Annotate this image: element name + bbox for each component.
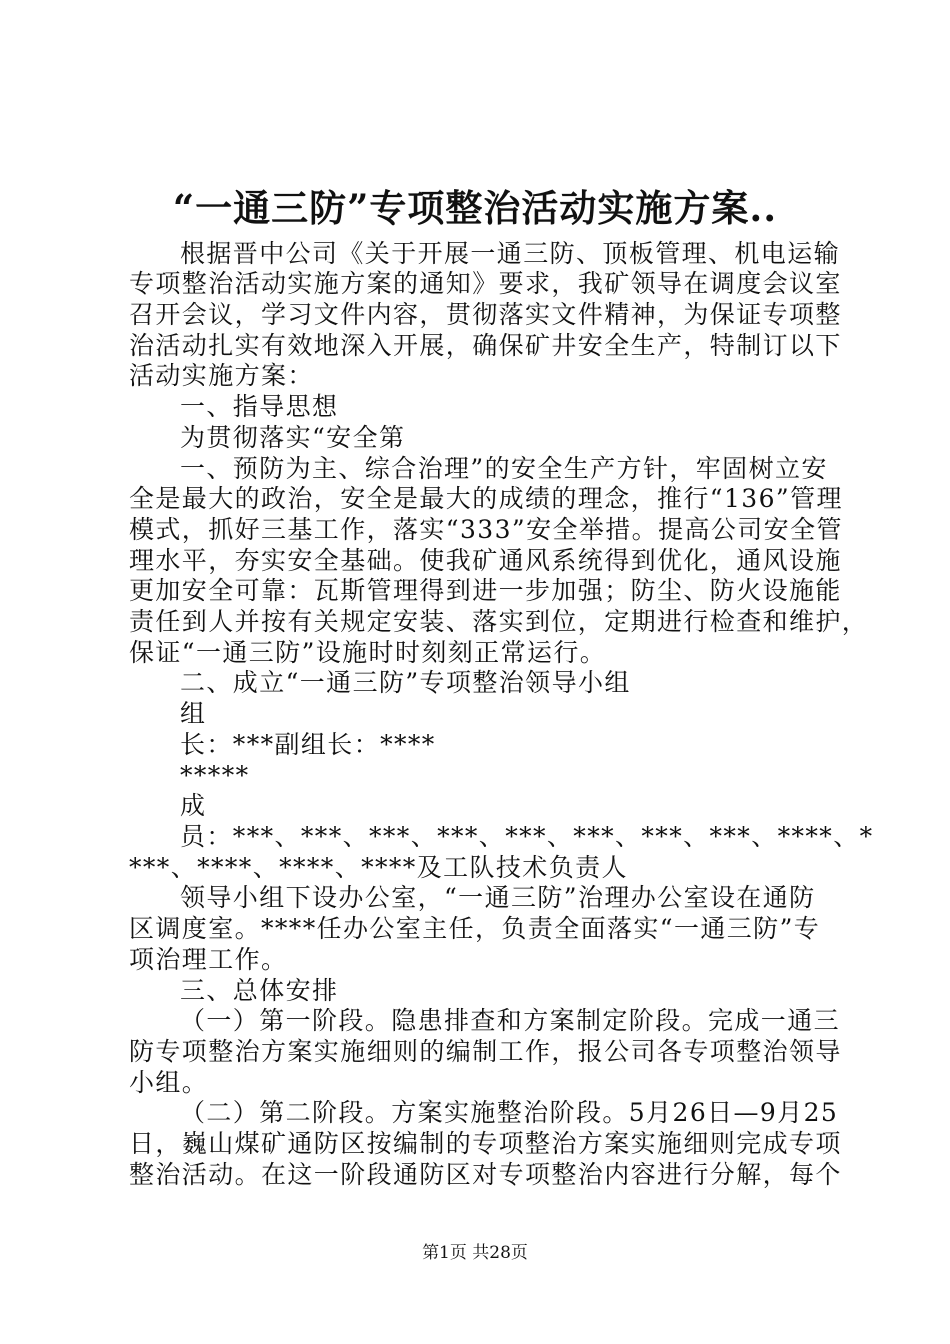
section-heading: 三、总体安排: [180, 976, 339, 1005]
body-line: 根据晋中公司《关于开展一通三防、顶板管理、机电运输: [180, 239, 841, 268]
body-line: 小组。: [129, 1068, 209, 1097]
body-line: 为贯彻落实“安全第: [180, 423, 406, 452]
body-line: 模式，抓好三基工作，落实“333”安全举措。提高公司安全管: [129, 515, 843, 544]
body-line: 组: [180, 699, 207, 728]
body-line: 召开会议，学习文件内容，贯彻落实文件精神，为保证专项整: [129, 300, 842, 329]
body-line: 全是最大的政治，安全是最大的成绩的理念，推行“136”管理: [129, 484, 843, 513]
body-line: 项治理工作。: [129, 945, 288, 974]
body-line: 领导小组下设办公室，“一通三防”治理办公室设在通防: [180, 883, 816, 912]
body-line: ***、****、****、****及工队技术负责人: [129, 853, 628, 882]
body-line: （二）第二阶段。方案实施整治阶段。5月26日—9月25: [180, 1098, 839, 1127]
body-line: 责任到人并按有关规定安装、落实到位，定期进行检查和维护，: [129, 607, 869, 636]
body-line: 活动实施方案：: [129, 361, 314, 390]
body-line: 治活动扎实有效地深入开展，确保矿井安全生产，特制订以下: [129, 331, 842, 360]
body-line: 防专项整治方案实施细则的编制工作，报公司各专项整治领导: [129, 1037, 842, 1066]
body-line: 更加安全可靠：瓦斯管理得到进一步加强；防尘、防火设施能: [129, 576, 842, 605]
body-line: （一）第一阶段。隐患排查和方案制定阶段。完成一通三: [180, 1006, 841, 1035]
body-line: 一、预防为主、综合治理”的安全生产方针，牢固树立安: [180, 454, 828, 483]
body-line: 员：***、***、***、***、***、***、***、***、****、*: [180, 822, 874, 851]
body-line: 区调度室。****任办公室主任，负责全面落实“一通三防”专: [129, 914, 821, 943]
body-line: 整治活动。在这一阶段通防区对专项整治内容进行分解，每个: [129, 1160, 842, 1189]
document-title: “一通三防”专项整治活动实施方案..: [172, 186, 778, 230]
body-line: 成: [180, 791, 207, 820]
body-line: 理水平，夯实安全基础。使我矿通风系统得到优化，通风设施: [129, 546, 842, 575]
page-footer: 第1页 共28页: [422, 1243, 528, 1263]
section-heading: 一、指导思想: [180, 392, 339, 421]
body-line: 日，巍山煤矿通防区按编制的专项整治方案实施细则完成专项: [129, 1129, 842, 1158]
body-line: 专项整治活动实施方案的通知》要求，我矿领导在调度会议室: [129, 269, 842, 298]
body-line: 长：***副组长：****: [180, 730, 436, 759]
body-line: 保证“一通三防”设施时时刻刻正常运行。: [129, 638, 607, 667]
body-line: *****: [180, 761, 250, 790]
section-heading: 二、成立“一通三防”专项整治领导小组: [180, 668, 631, 697]
